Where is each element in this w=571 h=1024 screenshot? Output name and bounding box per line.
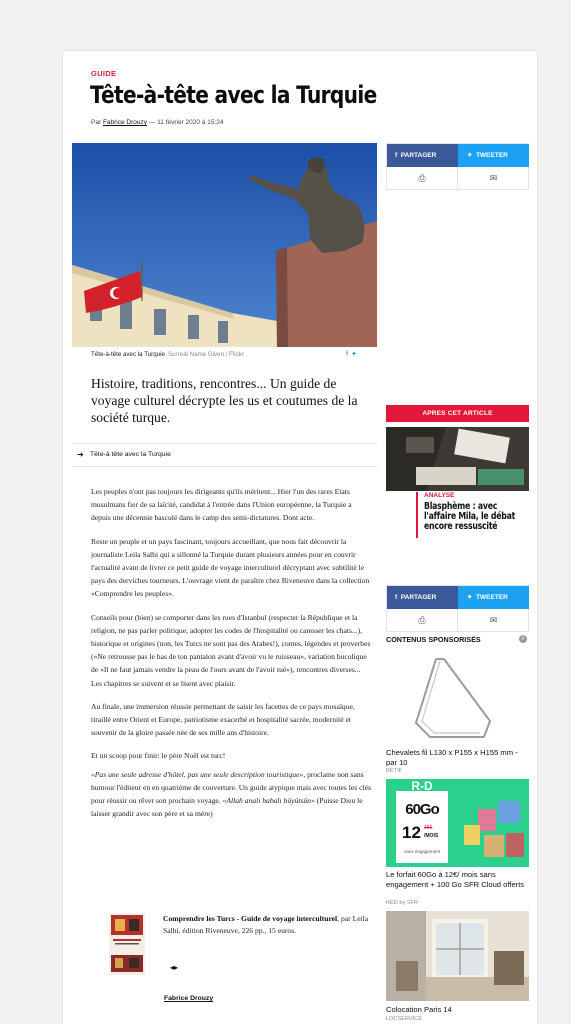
ad-info-icon[interactable]: i: [519, 635, 527, 643]
related-link-label: Tête-à tête avec la Turquie: [90, 451, 171, 458]
twitter-icon: ✦: [467, 594, 473, 601]
caption-credit: Surreal Name Given / Flickr: [167, 351, 244, 358]
sponsored-title-1[interactable]: Chevalets fil L130 x P155 x H155 mm - par 10: [386, 748, 518, 767]
after-article-title: Blasphème : avec l'affaire Mila, le débat encore ressuscité: [424, 501, 516, 532]
book-reference: [163, 913, 373, 937]
paragraph: Les peuples n'ont pas toujours les dirigeants qu'ils méritent... Hier l'un des rares Etats musulmans fier de sa laïcité, candidat à l'entrée dans l'Union européenne, la Turquie a depuis une décennie basculé dans le camp des semi-dictatures. Dont acte.: [91, 487, 352, 523]
paragraph: Conseils pour (bien) se comporter dans les rues d'Istanbul (respecter la République et la religion, ne pas parler politique, adopter les codes de l'hospitalité ou caresser les chats...), historique et origines (non, les Turcs ne sont pas des Arabes!), contes, légendes et proverbes («Ne retrousse pas le bas de ton pantalon avant d'avoir vu le ruisseau», variation bucolique de «Il ne faut jamais vendre la peau de l'ours avant de l'avoir tué»), rencontres diverses... Les chapitres se suivent et se lisent avec plaisir.: [91, 612, 371, 688]
email-button[interactable]: [458, 167, 529, 190]
after-article-kicker: ANALYSE: [424, 492, 455, 499]
quote-italic: «Allah analı babalı büyütsün»: [222, 796, 315, 806]
byline-prefix: Par: [91, 119, 102, 126]
book-cover-image: [109, 913, 145, 975]
sponsored-promo-note: sans engagement: [404, 849, 440, 854]
article-body: [91, 485, 373, 830]
print-button[interactable]: [387, 609, 458, 632]
after-article-teaser[interactable]: [416, 492, 529, 538]
email-button[interactable]: [458, 609, 529, 632]
twitter-icon: ✦: [467, 152, 473, 159]
article-title: Tête-à-tête avec la Turquie: [90, 81, 377, 109]
arrow-right-icon: ➜: [77, 450, 84, 459]
sponsored-source-1: RETIF: [386, 768, 403, 774]
twitter-icon[interactable]: ✦: [350, 351, 360, 358]
sponsored-source-3: LOCSERVICE: [386, 1016, 422, 1022]
facebook-share-label: PARTAGER: [400, 152, 437, 159]
book-details: , par Leila Salhi, édition Riveneuve, 226 pp., 15 euros.: [163, 914, 369, 935]
mail-icon: ✉: [489, 615, 498, 625]
byline: [91, 119, 224, 126]
facebook-share-button[interactable]: [387, 586, 458, 609]
sponsored-promo-brand: R-D: [411, 779, 433, 793]
image-caption: [91, 351, 244, 358]
sponsored-title-3[interactable]: Colocation Paris 14: [386, 1005, 452, 1014]
article-card: [62, 50, 538, 1024]
sponsored-image-1[interactable]: [386, 651, 529, 743]
mail-icon: ✉: [489, 173, 498, 183]
book-title: Comprendre les Turcs - Guide de voyage interculturel: [163, 914, 338, 923]
twitter-share-button[interactable]: [458, 586, 529, 609]
author-signature[interactable]: Fabrice Drouzy: [164, 995, 214, 1002]
sponsored-image-2[interactable]: [386, 779, 529, 867]
share-box-top: [386, 143, 529, 190]
author-link[interactable]: Fabrice Drouzy: [102, 119, 148, 126]
after-article-image[interactable]: [386, 427, 529, 491]
section-label[interactable]: GUIDE: [91, 69, 117, 78]
share-box-bottom: [386, 585, 529, 632]
facebook-icon: f: [395, 594, 398, 601]
print-button[interactable]: [387, 167, 458, 190]
sponsored-heading-label: CONTENUS SPONSORISÉS: [386, 635, 481, 644]
after-article-heading: APRES CET ARTICLE: [386, 405, 529, 422]
hero-image: [72, 143, 377, 347]
facebook-share-label: PARTAGER: [400, 594, 437, 601]
paragraph-final: [91, 768, 373, 821]
paragraph: Au finale, une immersion réussie permettant de saisir les facettes de ce pays mosaïque, tiraillé entre Orient et Europe, patriotisme exacerbé et hospitalité sacrée, modernité et souvenir de la gloire passée née de ses mille ans d'histoire.: [91, 701, 355, 738]
facebook-icon: f: [395, 152, 398, 159]
carousel-arrows-icon[interactable]: ◂▸: [170, 963, 179, 972]
byline-date: — 11 février 2020 à 15:24: [148, 119, 224, 126]
caption-share: [346, 350, 360, 358]
facebook-icon[interactable]: f: [346, 351, 351, 358]
printer-icon: ⎙: [418, 615, 426, 625]
sponsored-promo-old-price: 15€: [424, 825, 433, 831]
printer-icon: ⎙: [418, 173, 426, 183]
article-lede: Histoire, traditions, rencontres... Un guide de voyage culturel décrypte les us et coutumes de la société turque.: [91, 376, 358, 425]
final-text: (Puisse Dieu le laisser grandir avec son père et sa mère): [91, 796, 363, 819]
facebook-share-button[interactable]: [387, 144, 458, 167]
quote-italic: «Pas une seule adresse d'hôtel, pas une seule description touristique»: [91, 769, 304, 779]
sponsored-promo-per: /MOIS: [424, 833, 439, 839]
sponsored-title-2[interactable]: Le forfait 60Go à 12€/ mois sans engagement + 100 Go SFR Cloud offerts: [386, 870, 525, 889]
twitter-share-label: TWEETER: [476, 152, 508, 159]
final-text: , proclame non sans humour l'éditeur en en quatrième de couverture. Un guide atypique mais avec toutes les clés pour réussir ou rêver son prochain voyage.: [91, 769, 371, 806]
paragraph: Et un scoop pour finir: le père Noël est turc!: [91, 751, 226, 761]
twitter-share-label: TWEETER: [476, 594, 508, 601]
sponsored-image-3[interactable]: [386, 911, 529, 1001]
sponsored-promo-data: 60Go: [405, 801, 439, 818]
sponsored-promo-price: 12: [402, 823, 421, 842]
related-link[interactable]: [72, 443, 377, 467]
paragraph: Reste un peuple et un pays fascinant, toujours accueillant, que nous fait découvrir la journaliste Leila Salhi qui a sillonné la Turquie durant plusieurs années pour en couvrir l'actualité avant de livrer ce petit guide de voyage interculturel décryptant avec subtilité le pays des derviches tourneurs. L'ouvrage vient de paraître chez Riveneuve dans la collection «Comprendre les peuples».: [91, 536, 370, 599]
twitter-share-button[interactable]: [458, 144, 529, 167]
sponsored-source-2: RED by SFR: [386, 900, 419, 906]
caption-text: Tête-à-tête avec la Turquie: [91, 351, 165, 358]
sponsored-heading: [386, 635, 529, 644]
